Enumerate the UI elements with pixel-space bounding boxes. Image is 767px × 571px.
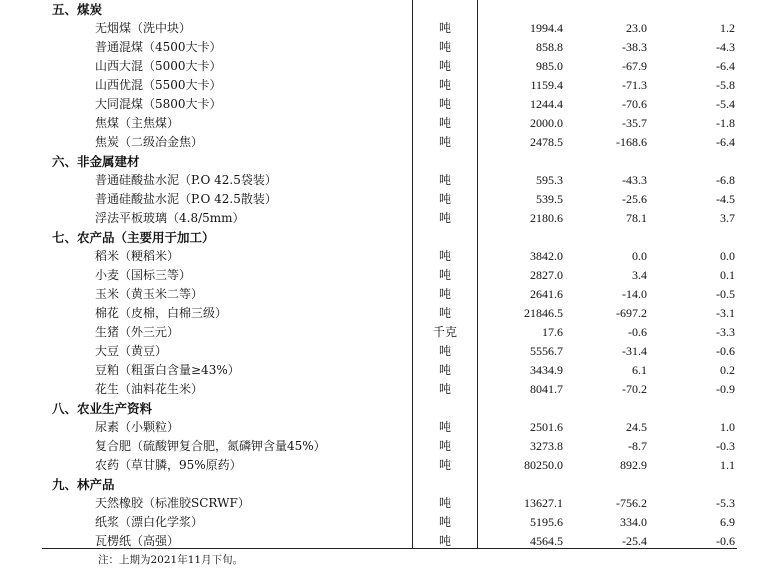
price-cell: 2180.6: [530, 211, 563, 225]
product-name: 生猪（外三元）: [95, 325, 180, 339]
unit-cell: 吨: [438, 496, 451, 510]
price-cell: 17.6: [542, 325, 563, 339]
table-row: [0, 190, 767, 209]
product-name: 纸浆（漂白化学浆）: [95, 515, 204, 529]
change-cell: -67.9: [622, 59, 647, 73]
table-row: [0, 285, 767, 304]
product-name: 普通混煤（4500大卡）: [95, 40, 222, 54]
section-row: [0, 475, 767, 494]
unit-cell: 吨: [438, 173, 451, 187]
change-cell: 0.0: [632, 249, 647, 263]
product-name: 花生（油料花生米）: [95, 382, 204, 396]
percent-change-cell: -4.5: [716, 192, 735, 206]
percent-change-cell: -5.8: [716, 78, 735, 92]
section-row: [0, 228, 767, 247]
change-cell: -35.7: [622, 116, 647, 130]
unit-cell: 吨: [438, 21, 451, 35]
percent-change-cell: -0.9: [716, 382, 735, 396]
percent-change-cell: 0.2: [720, 363, 735, 377]
price-cell: 80250.0: [524, 458, 563, 472]
price-cell: 595.3: [536, 173, 563, 187]
percent-change-cell: 1.0: [720, 420, 735, 434]
change-cell: -25.6: [622, 192, 647, 206]
change-cell: 78.1: [626, 211, 647, 225]
product-name: 小麦（国标三等）: [95, 268, 192, 282]
unit-cell: 吨: [438, 382, 451, 396]
percent-change-cell: -4.3: [716, 40, 735, 54]
price-cell: 1159.4: [530, 78, 563, 92]
change-cell: -697.2: [616, 306, 647, 320]
percent-change-cell: -0.6: [716, 534, 735, 548]
unit-cell: 吨: [438, 344, 451, 358]
change-cell: -756.2: [616, 496, 647, 510]
unit-cell: 吨: [438, 192, 451, 206]
change-cell: -0.6: [628, 325, 647, 339]
price-cell: 3842.0: [530, 249, 563, 263]
price-cell: 2641.6: [530, 287, 563, 301]
change-cell: 24.5: [626, 420, 647, 434]
table-bottom-border: [42, 548, 737, 549]
percent-change-cell: 1.2: [720, 21, 735, 35]
change-cell: -43.3: [622, 173, 647, 187]
product-name: 农药（草甘膦，95%原药）: [95, 458, 242, 472]
price-cell: 2000.0: [530, 116, 563, 130]
product-name: 山西优混（5500大卡）: [95, 78, 222, 92]
price-cell: 1994.4: [530, 21, 563, 35]
section-title: 六、非金属建材: [52, 154, 140, 169]
change-cell: 3.4: [632, 268, 647, 282]
price-cell: 5556.7: [530, 344, 563, 358]
unit-cell: 吨: [438, 306, 451, 320]
product-name: 山西大混（5000大卡）: [95, 59, 222, 73]
table-row: [0, 114, 767, 133]
percent-change-cell: -3.3: [716, 325, 735, 339]
table-row: [0, 456, 767, 475]
section-row: [0, 399, 767, 418]
unit-cell: 吨: [438, 287, 451, 301]
unit-cell: 吨: [438, 439, 451, 453]
percent-change-cell: 0.1: [720, 268, 735, 282]
percent-change-cell: -1.8: [716, 116, 735, 130]
change-cell: 23.0: [626, 21, 647, 35]
product-name: 玉米（黄玉米二等）: [95, 287, 204, 301]
price-cell: 1244.4: [530, 97, 563, 111]
change-cell: 334.0: [620, 515, 647, 529]
section-row: [0, 0, 767, 19]
change-cell: -38.3: [622, 40, 647, 54]
change-cell: -14.0: [622, 287, 647, 301]
product-name: 尿素（小颗粒）: [95, 420, 180, 434]
table-row: [0, 418, 767, 437]
product-name: 复合肥（硫酸钾复合肥，氮磷钾含量45%）: [95, 439, 326, 453]
section-title: 七、农产品（主要用于加工）: [52, 230, 215, 245]
unit-cell: 吨: [438, 268, 451, 282]
table-row: [0, 342, 767, 361]
price-cell: 8041.7: [530, 382, 563, 396]
percent-change-cell: -5.4: [716, 97, 735, 111]
table-row: [0, 76, 767, 95]
change-cell: 6.1: [632, 363, 647, 377]
table-row: [0, 171, 767, 190]
unit-cell: 吨: [438, 97, 451, 111]
product-name: 普通硅酸盐水泥（P.O 42.5散装）: [95, 192, 277, 206]
percent-change-cell: 6.9: [720, 515, 735, 529]
price-cell: 2827.0: [530, 268, 563, 282]
change-cell: 892.9: [620, 458, 647, 472]
change-cell: -25.4: [622, 534, 647, 548]
percent-change-cell: 1.1: [720, 458, 735, 472]
percent-change-cell: -6.8: [716, 173, 735, 187]
unit-cell: 吨: [438, 135, 451, 149]
percent-change-cell: -0.6: [716, 344, 735, 358]
table-row: [0, 38, 767, 57]
product-name: 焦炭（二级冶金焦）: [95, 135, 204, 149]
unit-cell: 吨: [438, 534, 451, 548]
unit-cell: 千克: [432, 325, 457, 339]
product-name: 天然橡胶（标准胶SCRWF）: [95, 496, 250, 510]
percent-change-cell: -6.4: [716, 59, 735, 73]
product-name: 浮法平板玻璃（4.8/5mm）: [95, 211, 245, 225]
product-name: 稻米（粳稻米）: [95, 249, 180, 263]
product-name: 普通硅酸盐水泥（P.O 42.5袋装）: [95, 173, 277, 187]
table-row: [0, 361, 767, 380]
percent-change-cell: -5.3: [716, 496, 735, 510]
table-row: [0, 380, 767, 399]
unit-cell: 吨: [438, 420, 451, 434]
price-cell: 539.5: [536, 192, 563, 206]
price-cell: 2478.5: [530, 135, 563, 149]
percent-change-cell: -0.3: [716, 439, 735, 453]
table-row: [0, 323, 767, 342]
product-name: 瓦楞纸（高强）: [95, 534, 180, 548]
price-cell: 21846.5: [524, 306, 563, 320]
product-name: 焦煤（主焦煤）: [95, 116, 180, 130]
percent-change-cell: -6.4: [716, 135, 735, 149]
unit-cell: 吨: [438, 78, 451, 92]
change-cell: -8.7: [628, 439, 647, 453]
product-name: 棉花（皮棉，白棉三级）: [95, 306, 228, 320]
table-row: [0, 513, 767, 532]
price-cell: 4564.5: [530, 534, 563, 548]
footnote: 注：上期为2021年11月下旬。: [98, 554, 244, 566]
table-row: [0, 247, 767, 266]
unit-cell: 吨: [438, 515, 451, 529]
price-cell: 13627.1: [524, 496, 563, 510]
percent-change-cell: -3.1: [716, 306, 735, 320]
table-row: [0, 57, 767, 76]
change-cell: -31.4: [622, 344, 647, 358]
table-row: [0, 19, 767, 38]
change-cell: -71.3: [622, 78, 647, 92]
price-cell: 858.8: [536, 40, 563, 54]
percent-change-cell: -0.5: [716, 287, 735, 301]
price-cell: 3273.8: [530, 439, 563, 453]
section-title: 九、林产品: [52, 477, 115, 492]
unit-cell: 吨: [438, 211, 451, 225]
section-title: 八、农业生产资料: [52, 401, 153, 416]
section-title: 五、煤炭: [52, 2, 103, 17]
table-row: [0, 266, 767, 285]
unit-cell: 吨: [438, 59, 451, 73]
price-cell: 2501.6: [530, 420, 563, 434]
change-cell: -70.2: [622, 382, 647, 396]
table-row: [0, 95, 767, 114]
change-cell: -168.6: [616, 135, 647, 149]
unit-cell: 吨: [438, 116, 451, 130]
percent-change-cell: 3.7: [720, 211, 735, 225]
unit-cell: 吨: [438, 40, 451, 54]
price-cell: 3434.9: [530, 363, 563, 377]
section-row: [0, 152, 767, 171]
table-row: [0, 133, 767, 152]
price-cell: 985.0: [536, 59, 563, 73]
unit-cell: 吨: [438, 363, 451, 377]
product-name: 大豆（黄豆）: [95, 344, 168, 358]
unit-cell: 吨: [438, 249, 451, 263]
table-row: [0, 437, 767, 456]
product-name: 豆粕（粗蛋白含量≥43%）: [95, 363, 240, 377]
product-name: 大同混煤（5800大卡）: [95, 97, 222, 111]
table-row: [0, 494, 767, 513]
table-row: [0, 304, 767, 323]
percent-change-cell: 0.0: [720, 249, 735, 263]
table-row: [0, 209, 767, 228]
product-name: 无烟煤（洗中块）: [95, 21, 192, 35]
change-cell: -70.6: [622, 97, 647, 111]
price-cell: 5195.6: [530, 515, 563, 529]
unit-cell: 吨: [438, 458, 451, 472]
